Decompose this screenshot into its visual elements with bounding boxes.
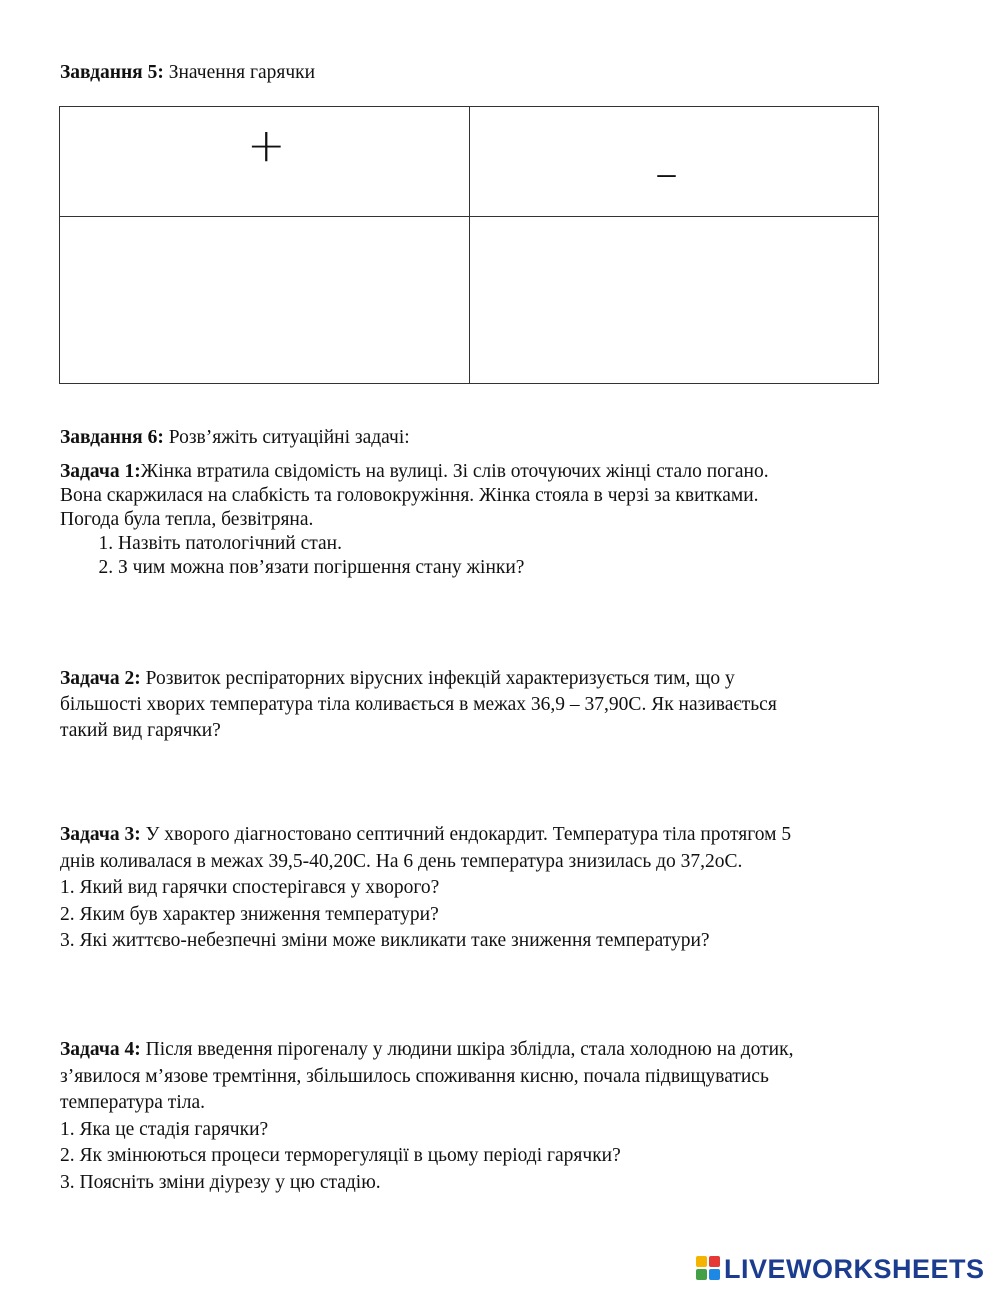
problem4 <box>60 1037 940 1196</box>
problem3-question-3: 3. Які життєво-небезпечні зміни може викликати таке зниження температури? <box>60 930 710 951</box>
problem1-questions <box>60 532 940 580</box>
problem2-label: Задача 2: <box>60 668 141 689</box>
problem1-question-2: 2. З чим можна пов’язати погіршення стану жінки? <box>118 556 940 580</box>
problem3-label: Задача 3: <box>60 824 141 845</box>
task6-label: Завдання 6: <box>60 427 164 448</box>
problem2-line-1: Задача 2: Розвиток респіраторних вірусних інфекцій характеризується тим, що у <box>60 668 735 689</box>
problem4-line-2: з’явилося м’язове тремтіння, збільшилось споживання кисню, почала підвищуватись <box>60 1065 769 1087</box>
liveworksheets-blocks-icon <box>696 1256 722 1282</box>
problem1-line-3: Погода була тепла, безвітряна. <box>60 509 314 530</box>
task5-title: Значення гарячки <box>168 62 316 83</box>
problem3-question-1: 1. Який вид гарячки спостерігався у хворого? <box>60 877 440 898</box>
problem2 <box>60 666 940 744</box>
problem4-question-2: 2. Як змінюються процеси терморегуляції в цьому періоді гарячки? <box>60 1145 621 1166</box>
task5-heading <box>60 60 315 85</box>
problem4-line-1: Задача 4: Після введення пірогеналу у людини шкіра зблідла, стала холодною на дотик, <box>60 1039 794 1060</box>
liveworksheets-logo-text: LIVEWORKSHEETS <box>724 1253 985 1284</box>
problem3-line-1: Задача 3: У хворого діагностовано септичний ендокардит. Температура тіла протягом 5 <box>60 824 792 845</box>
problem1-label: Задача 1: <box>60 461 141 482</box>
problem4-label: Задача 4: <box>60 1039 141 1060</box>
problem2-line-2: більшості хворих температура тіла коливається в межах 36,9 – 37,90С. Як називається <box>60 694 777 715</box>
plus-sign: + <box>247 118 286 172</box>
liveworksheets-logo <box>696 1254 985 1284</box>
task6-heading <box>60 425 940 450</box>
task6-title: Розв’яжіть ситуаційні задачі: <box>168 427 410 448</box>
plus-answer-cell[interactable] <box>60 217 470 384</box>
problem3-line-2: днів коливалася в межах 39,5-40,20С. На 6 день температура знизилась до 37,2оС. <box>60 850 743 872</box>
problem1-line-2: Вона скаржилася на слабкість та головокружіння. Жінка стояла в черзі за квитками. <box>60 485 759 506</box>
problem1-line-1: Задача 1:Жінка втратила свідомість на вулиці. Зі слів оточуючих жінці стало погано. <box>60 461 769 482</box>
problem3-question-2: 2. Яким був характер зниження температури? <box>60 903 439 925</box>
problem1 <box>60 460 940 580</box>
task5-label: Завдання 5: <box>60 62 164 83</box>
minus-answer-cell[interactable] <box>469 217 879 384</box>
problem2-line-3: такий вид гарячки? <box>60 720 221 741</box>
problem4-question-3: 3. Поясніть зміни діурезу у цю стадію. <box>60 1171 381 1193</box>
problem4-line-3: температура тіла. <box>60 1092 206 1113</box>
problem3 <box>60 822 940 955</box>
minus-sign: – <box>655 146 678 200</box>
problem4-question-1: 1. Яка це стадія гарячки? <box>60 1118 269 1140</box>
problem1-question-1: 1. Назвіть патологічний стан. <box>118 532 940 556</box>
fever-significance-table <box>59 106 879 384</box>
